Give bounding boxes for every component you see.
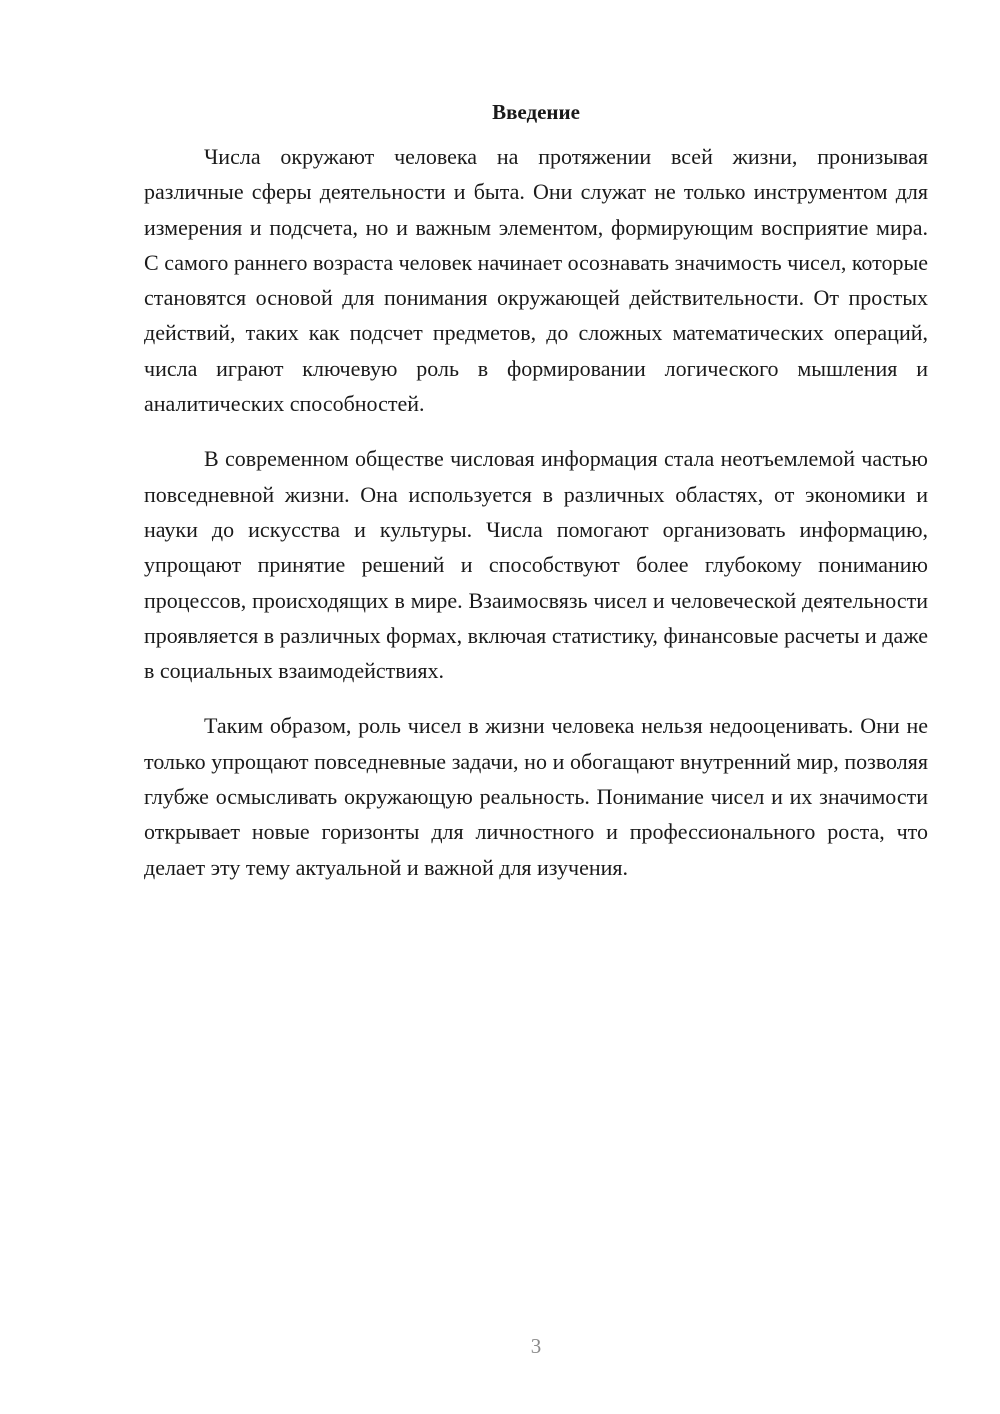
page-number: 3 xyxy=(530,1334,542,1358)
page-content xyxy=(144,96,928,885)
paragraph-2: В современном обществе числовая информация стала неотъемлемой частью повседневной жизни. Она используется в различных областях, от экономики и науки до искусства и культуры. Числа помогают организовать информацию, упрощают принятие решений и способствуют более глубокому пониманию процессов, происходящих в мире. Взаимосвязь чисел и человеческой деятельности проявляется в различных формах, включая статистику, финансовые расчеты и даже в социальных взаимодействиях. xyxy=(144,446,928,684)
paragraph-1: Числа окружают человека на протяжении всей жизни, пронизывая различные сферы деятельности и быта. Они служат не только инструментом для измерения и подсчета, но и важным элементом, формирующим восприятие мира. С самого раннего возраста человек начинает осознавать значимость чисел, которые становятся основой для понимания окружающей действительности. От простых действий, таких как подсчет предметов, до сложных математических операций, числа играют ключевую роль в формировании логического мышления и аналитических способностей. xyxy=(144,144,928,417)
paragraph-3: Таким образом, роль чисел в жизни человека нельзя недооценивать. Они не только упрощают повседневные задачи, но и обогащают внутренний мир, позволяя глубже осмысливать окружающую реальность. Понимание чисел и их значимости открывает новые горизонты для личностного и профессионального роста, что делает эту тему актуальной и важной для изучения. xyxy=(144,713,928,880)
section-heading: Введение xyxy=(492,100,580,124)
